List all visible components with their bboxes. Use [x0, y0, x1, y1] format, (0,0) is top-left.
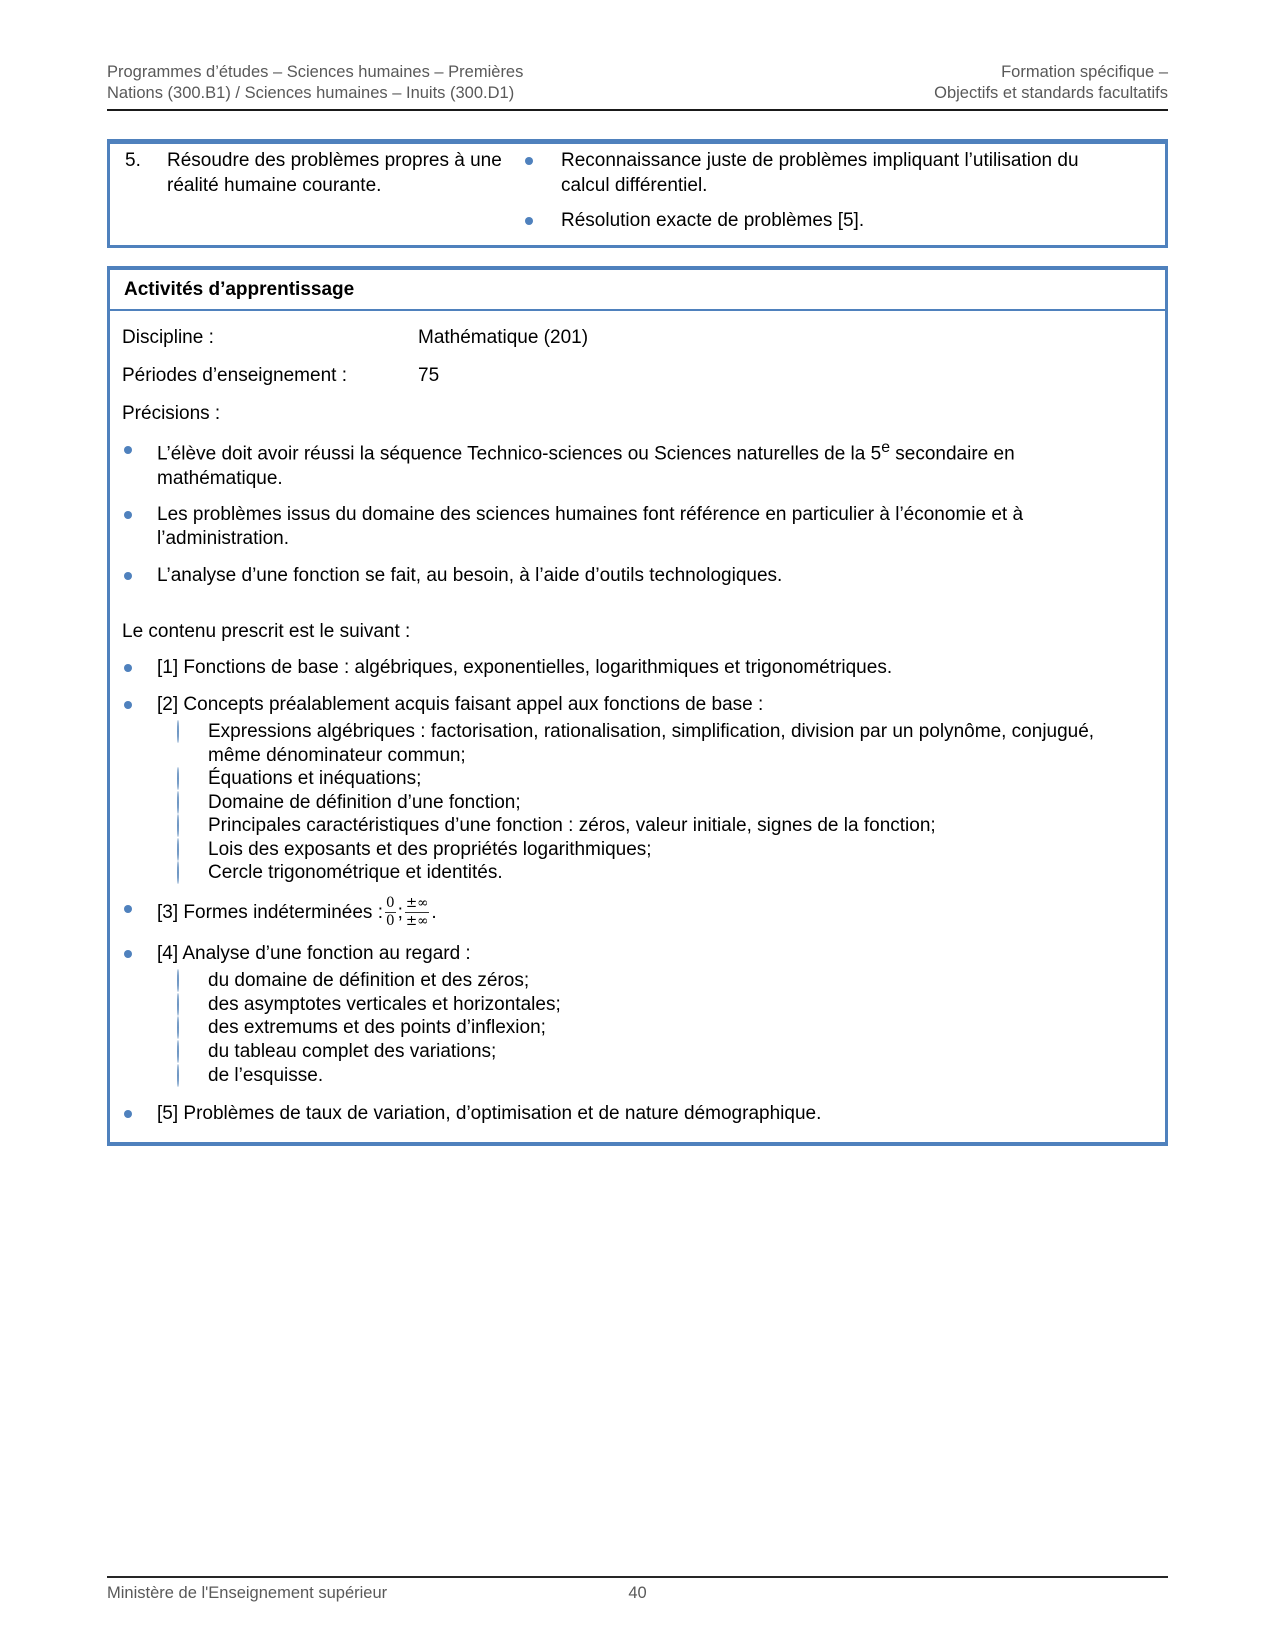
sub-item-text: Équations et inéquations;: [208, 768, 422, 790]
criterion-text: Résolution exacte de problèmes [5].: [561, 209, 865, 231]
sub-item-text: Expressions algébriques : factorisation, rationalisation, simplification, division par un polynôme, conjugué, même dénominateur commun;: [208, 720, 1095, 766]
sub-item: [177, 1040, 1151, 1064]
header-right-line2: Objectifs et standards facultatifs: [934, 83, 1168, 102]
sub-item-text: Principales caractéristiques d’une fonction : zéros, valeur initiale, signes de la fonction;: [208, 815, 936, 837]
content-item-text: [2] Concepts préalablement acquis faisant appel aux fonctions de base :: [157, 693, 764, 715]
content-item-3: [122, 894, 1151, 930]
footer-ministry: Ministère de l'Enseignement supérieur: [107, 1584, 388, 1602]
bullet-icon: [124, 446, 132, 454]
header-right: [934, 62, 1168, 103]
discipline-field: [122, 326, 1151, 350]
objective-statement-cell: [125, 149, 525, 233]
circle-bullet-icon: [177, 767, 179, 790]
header-left-line1: Programmes d’études – Sciences humaines – Premières: [107, 63, 524, 81]
sub-item-text: des asymptotes verticales et horizontales;: [208, 993, 561, 1015]
discipline-value: Mathématique (201): [418, 327, 589, 349]
sub-item-text: Cercle trigonométrique et identités.: [208, 862, 503, 884]
sub-item: [177, 791, 1151, 815]
objective-row-box: [107, 139, 1168, 248]
precision-item: [122, 564, 1151, 588]
bullet-icon: [124, 950, 132, 958]
page-number: 40: [628, 1584, 647, 1602]
periods-field: [122, 364, 1151, 388]
precisions-label: Précisions :: [122, 402, 221, 424]
sub-item: [177, 1064, 1151, 1088]
bullet-icon: [124, 701, 132, 709]
page-footer: [107, 1576, 1168, 1603]
content-item-2-sublist: [122, 720, 1151, 885]
bullet-icon: [525, 157, 533, 165]
sub-item: [177, 767, 1151, 791]
header-right-line1: Formation spécifique –: [1001, 63, 1168, 81]
bullet-icon: [124, 905, 132, 913]
criterion-item: [525, 149, 1155, 198]
sub-item: [177, 814, 1151, 838]
content-item-text: [5] Problèmes de taux de variation, d’optimisation et de nature démographique.: [157, 1103, 822, 1125]
content-item-text-math: [3] Formes indéterminées : $\frac{0}{0}$ ; $\frac{\pm\infty}{\pm\infty}$ .: [157, 894, 437, 929]
criterion-text: Reconnaissance juste de problèmes impliquant l’utilisation du calcul différentiel.: [561, 150, 1079, 196]
content-item-text: [1] Fonctions de base : algébriques, exponentielles, logarithmiques et trigonométriques.: [157, 657, 893, 679]
discipline-label: Discipline :: [122, 327, 214, 349]
sub-item-text: Domaine de définition d’une fonction;: [208, 791, 521, 813]
objective-statement: Résoudre des problèmes propres à une réalité humaine courante.: [167, 150, 502, 196]
sub-item: [177, 861, 1151, 885]
periods-value: 75: [418, 364, 440, 386]
circle-bullet-icon: [177, 838, 179, 861]
circle-bullet-icon: [177, 861, 179, 884]
sub-item-text: du tableau complet des variations;: [208, 1040, 497, 1062]
bullet-icon: [124, 1110, 132, 1118]
circle-bullet-icon: [177, 791, 179, 814]
activities-title: Activités d’apprentissage: [110, 270, 1165, 311]
fraction-infinity-over-infinity: $\frac{\pm\infty}{\pm\infty}$: [405, 894, 429, 929]
sub-item-text: du domaine de définition et des zéros;: [208, 970, 530, 992]
criterion-item: [525, 209, 1155, 233]
content-item-4: [122, 942, 1151, 966]
learning-activities-box: [107, 266, 1168, 1146]
content-item-4-sublist: [122, 969, 1151, 1087]
bullet-icon: [124, 511, 132, 519]
content-intro: Le contenu prescrit est le suivant :: [122, 621, 411, 643]
superscript-e: e: [881, 439, 891, 457]
sub-item: [177, 1016, 1151, 1040]
bullet-icon: [124, 664, 132, 672]
sub-item: [177, 720, 1151, 767]
circle-bullet-icon: [177, 1016, 179, 1039]
circle-bullet-icon: [177, 814, 179, 837]
sub-item-text: des extremums et des points d’inflexion;: [208, 1017, 546, 1039]
content-item-1: [122, 656, 1151, 680]
precision-item: [122, 503, 1151, 552]
sub-item: [177, 969, 1151, 993]
bullet-icon: [525, 217, 533, 225]
activities-body: [110, 311, 1165, 1142]
content-item-5: [122, 1102, 1151, 1126]
document-page: [107, 0, 1168, 1146]
precision-item: [122, 438, 1151, 491]
header-left-line2: Nations (300.B1) / Sciences humaines – Inuits (300.D1): [107, 83, 515, 102]
circle-bullet-icon: [177, 969, 179, 992]
objective-number: 5.: [125, 150, 141, 172]
circle-bullet-icon: [177, 993, 179, 1016]
sub-item: [177, 993, 1151, 1017]
performance-criteria-cell: [525, 149, 1155, 233]
page-header: [107, 62, 1168, 111]
sub-item-text: de l’esquisse.: [208, 1064, 324, 1086]
periods-label: Périodes d’enseignement :: [122, 364, 347, 386]
fraction-zero-over-zero: $\frac{0}{0}$: [385, 894, 395, 929]
content-item-2: [122, 693, 1151, 717]
precision-text: L’analyse d’une fonction se fait, au besoin, à l’aide d’outils technologiques.: [157, 564, 783, 586]
circle-bullet-icon: [177, 1064, 179, 1087]
precision-text: L’élève doit avoir réussi la séquence Technico-sciences ou Sciences naturelles de la 5e secondaire en mathématique.: [157, 439, 1015, 489]
circle-bullet-icon: [177, 720, 179, 743]
bullet-icon: [124, 572, 132, 580]
precision-text: Les problèmes issus du domaine des sciences humaines font référence en particulier à l’économie et à l’administration.: [157, 504, 1024, 550]
sub-item: [177, 838, 1151, 862]
header-left: [107, 62, 523, 103]
sub-item-text: Lois des exposants et des propriétés logarithmiques;: [208, 838, 652, 860]
circle-bullet-icon: [177, 1040, 179, 1063]
content-item-text: [4] Analyse d’une fonction au regard :: [157, 943, 471, 964]
